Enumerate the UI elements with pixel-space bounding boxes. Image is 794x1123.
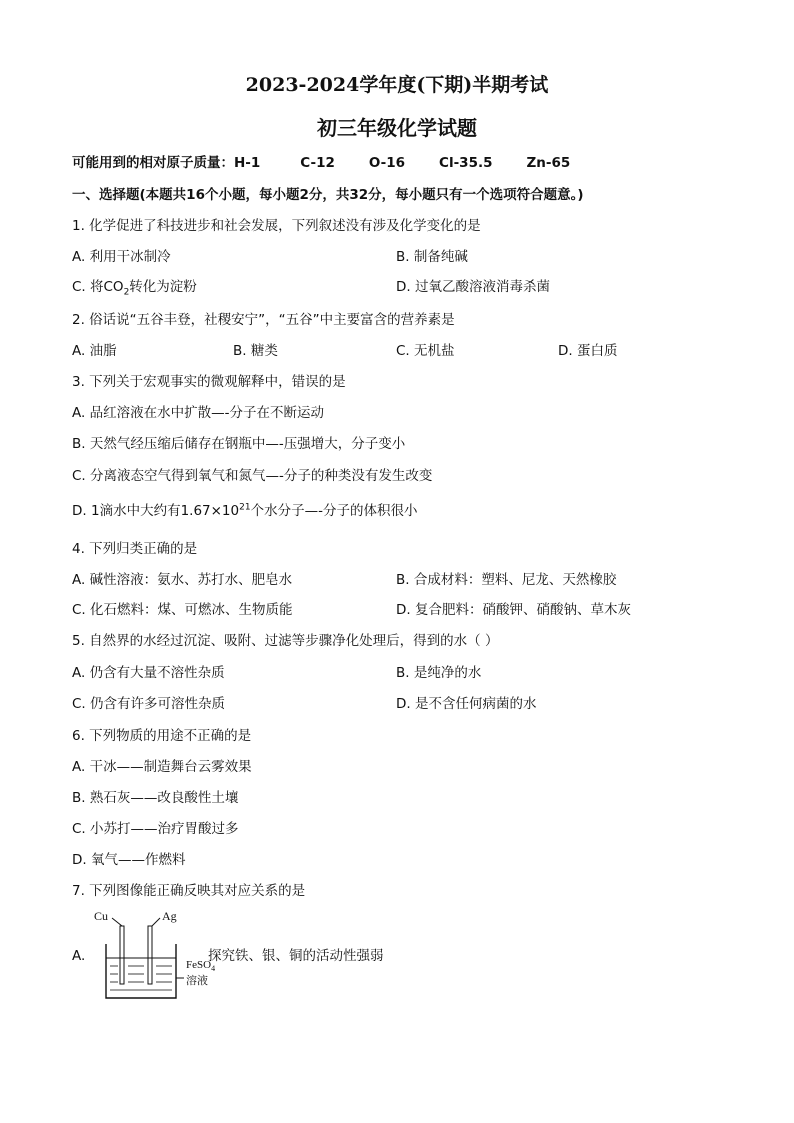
q5-option-d[interactable]: D. 是不含任何病菌的水 bbox=[396, 696, 537, 712]
q6-option-b[interactable]: B. 熟石灰——改良酸性土壤 bbox=[72, 790, 239, 806]
q2-option-a[interactable]: A. 油脂 bbox=[72, 343, 117, 359]
cu-leader-line bbox=[112, 918, 122, 926]
q1-option-d[interactable]: D. 过氧乙酸溶液消毒杀菌 bbox=[396, 279, 550, 295]
atomic-mass-zn: Zn-65 bbox=[526, 155, 571, 171]
q3-option-d-pre: D. 1滴水中大约有1.67×10 bbox=[72, 503, 240, 519]
q3-option-c[interactable]: C. 分离液态空气得到氧气和氮气—-分子的种类没有发生改变 bbox=[72, 468, 433, 484]
q7-stem: 7. 下列图像能正确反映其对应关系的是 bbox=[72, 883, 306, 899]
q5-option-a[interactable]: A. 仍含有大量不溶性杂质 bbox=[72, 665, 225, 681]
q4-stem: 4. 下列归类正确的是 bbox=[72, 541, 198, 557]
solution-label: 溶液 bbox=[186, 974, 208, 987]
q7-option-a[interactable] bbox=[72, 906, 412, 1006]
exam-title: 2023-2024学年度(下期)半期考试 bbox=[245, 74, 549, 96]
q5-stem: 5. 自然界的水经过沉淀、吸附、过滤等步骤净化处理后，得到的水（ ） bbox=[72, 633, 499, 649]
section-heading: 一、选择题(本题共16个小题，每小题2分，共32分，每小题只有一个选项符合题意。) bbox=[72, 187, 584, 203]
q1-option-c-sub: 2 bbox=[123, 287, 130, 298]
ag-leader-line bbox=[152, 918, 160, 926]
ag-strip bbox=[148, 926, 152, 984]
q4-option-d[interactable]: D. 复合肥料：硝酸钾、硝酸钠、草木灰 bbox=[396, 602, 631, 618]
q1-option-c-pre: C. 将CO bbox=[72, 279, 124, 295]
q7-option-a-text: 探究铁、银、铜的活动性强弱 bbox=[208, 948, 384, 964]
q4-option-a[interactable]: A. 碱性溶液：氨水、苏打水、肥皂水 bbox=[72, 572, 293, 588]
q7-option-a-letter: A. bbox=[72, 948, 86, 964]
q5-option-b[interactable]: B. 是纯净的水 bbox=[396, 665, 482, 681]
q4-option-c[interactable]: C. 化石燃料：煤、可燃冰、生物质能 bbox=[72, 602, 293, 618]
q3-option-a[interactable]: A. 品红溶液在水中扩散—-分子在不断运动 bbox=[72, 405, 324, 421]
atomic-mass-h: H-1 bbox=[234, 155, 261, 171]
q4-option-b[interactable]: B. 合成材料：塑料、尼龙、天然橡胶 bbox=[396, 572, 617, 588]
q1-option-c[interactable] bbox=[72, 275, 197, 298]
q2-option-d[interactable]: D. 蛋白质 bbox=[558, 343, 618, 359]
feso4-label-pre: FeSO bbox=[186, 959, 212, 971]
q6-option-c[interactable]: C. 小苏打——治疗胃酸过多 bbox=[72, 821, 239, 837]
q1-option-b[interactable]: B. 制备纯碱 bbox=[396, 249, 468, 265]
q6-stem: 6. 下列物质的用途不正确的是 bbox=[72, 728, 252, 744]
q3-stem: 3. 下列关于宏观事实的微观解释中，错误的是 bbox=[72, 374, 346, 390]
q2-option-b[interactable]: B. 糖类 bbox=[233, 343, 278, 359]
q3-option-d[interactable] bbox=[72, 499, 417, 519]
q3-option-d-post: 个水分子—-分子的体积很小 bbox=[250, 503, 418, 519]
q1-option-c-post: 转化为淀粉 bbox=[129, 279, 197, 295]
q6-option-a[interactable]: A. 干冰——制造舞台云雾效果 bbox=[72, 759, 252, 775]
q1-option-a[interactable]: A. 利用干冰制冷 bbox=[72, 249, 171, 265]
atomic-mass-c: C-12 bbox=[300, 155, 335, 171]
atomic-masses-line bbox=[72, 151, 570, 171]
atomic-mass-cl: Cl-35.5 bbox=[439, 155, 493, 171]
exam-subtitle: 初三年级化学试题 bbox=[317, 116, 477, 140]
atomic-mass-o: O-16 bbox=[368, 155, 406, 171]
feso4-label-sub: 4 bbox=[211, 964, 216, 973]
atomic-masses-label: 可能用到的相对原子质量： bbox=[72, 155, 234, 171]
liquid-dashes bbox=[110, 966, 172, 990]
q1-stem: 1. 化学促进了科技进步和社会发展，下列叙述没有涉及化学变化的是 bbox=[72, 218, 481, 234]
q5-option-c[interactable]: C. 仍含有许多可溶性杂质 bbox=[72, 696, 226, 712]
q2-stem: 2. 俗话说“五谷丰登，社稷安宁”，“五谷”中主要富含的营养素是 bbox=[72, 312, 455, 328]
cu-strip bbox=[120, 926, 124, 984]
ag-label: Ag bbox=[162, 909, 177, 923]
q6-option-d[interactable]: D. 氧气——作燃料 bbox=[72, 852, 186, 868]
q3-option-d-sup: 21 bbox=[239, 502, 251, 513]
q3-option-b[interactable]: B. 天然气经压缩后储存在钢瓶中—-压强增大，分子变小 bbox=[72, 436, 406, 452]
q2-option-c[interactable]: C. 无机盐 bbox=[396, 343, 455, 359]
cu-label: Cu bbox=[94, 909, 109, 923]
